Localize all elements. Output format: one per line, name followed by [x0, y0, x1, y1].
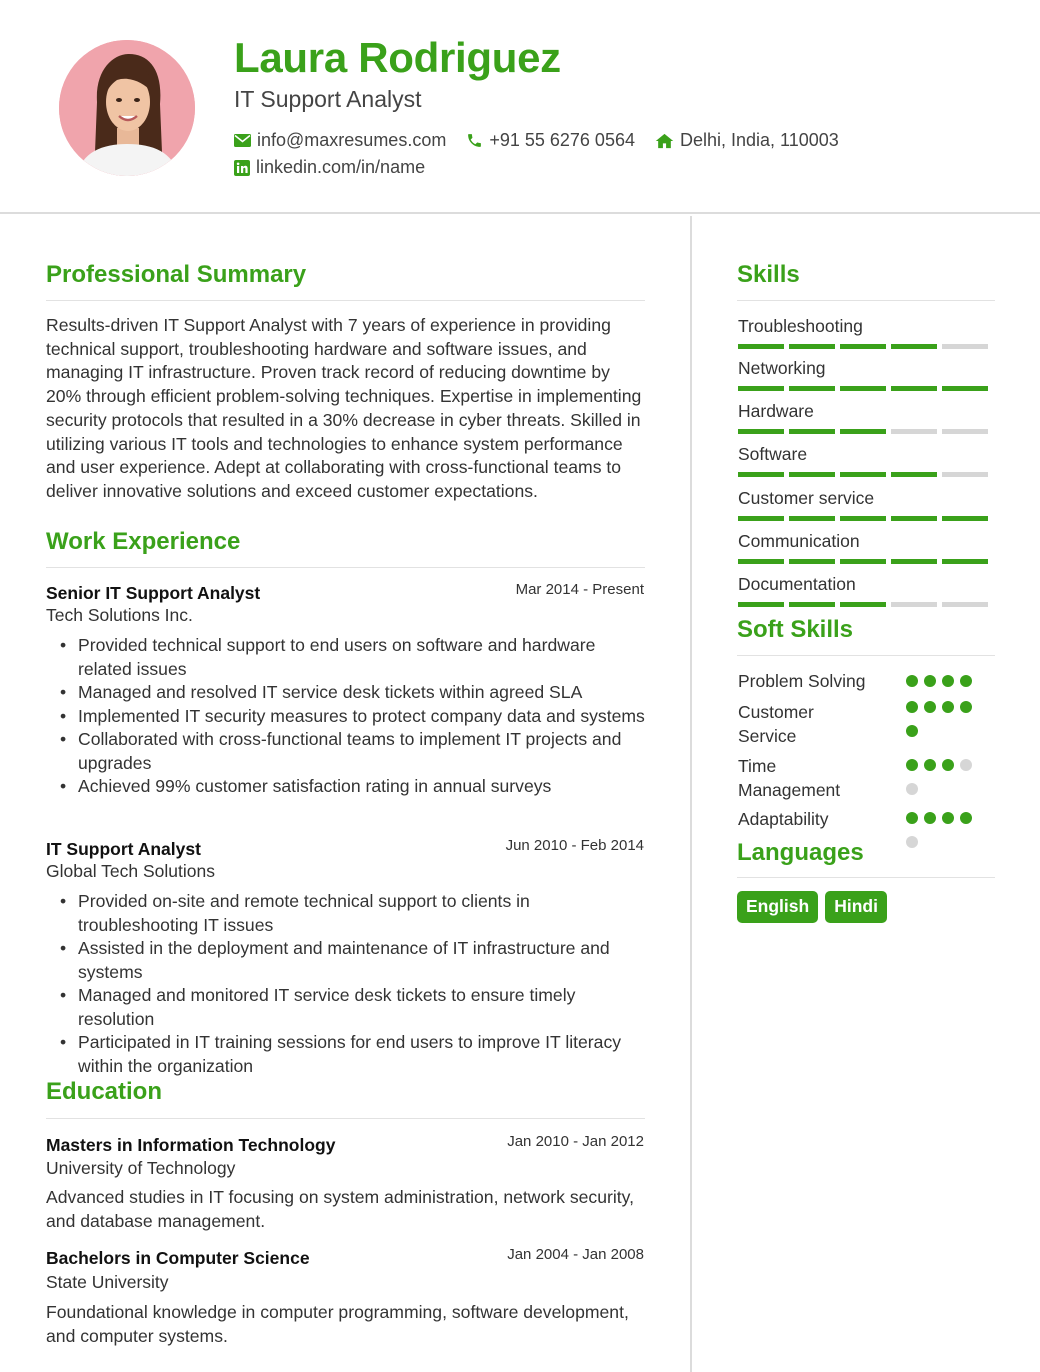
skill-bar-segment [891, 386, 937, 391]
job-title: Senior IT Support Analyst [46, 583, 261, 603]
skill-bar-segment [738, 559, 784, 564]
bullet-item: • Collaborated with cross-functional teams to implement IT projects and upgrades [58, 728, 648, 775]
home-icon [655, 133, 674, 149]
skill-bar-segment [789, 386, 835, 391]
contact-linkedin[interactable] [234, 157, 425, 178]
job-date: Jun 2010 - Feb 2014 [505, 837, 644, 854]
contact-location [655, 130, 839, 151]
bullet-item: • Managed and monitored IT service desk tickets to ensure timely resolution [58, 984, 648, 1031]
skill-bar-segment [738, 344, 784, 349]
job-bullets [58, 890, 648, 1078]
rating-dot [906, 675, 918, 687]
skill-bar-segment [738, 516, 784, 521]
skill-bar-segment [840, 559, 886, 564]
skill-bar-segment [942, 516, 988, 521]
skill-bar-segment [840, 472, 886, 477]
rating-dot [942, 759, 954, 771]
skill-level-bar [738, 386, 993, 391]
rating-dot [924, 701, 936, 713]
language-badge: Hindi [825, 891, 887, 923]
skill-bar-segment [891, 516, 937, 521]
skill-bar-segment [789, 602, 835, 607]
skill-bar-segment [942, 344, 988, 349]
skill-bar-segment [942, 386, 988, 391]
skill-name: Customer service [738, 488, 875, 508]
rating-dot [942, 701, 954, 713]
skill-bar-segment [891, 429, 937, 434]
phone-text: +91 55 6276 0564 [489, 130, 635, 150]
section-divider [737, 300, 995, 301]
job-company: Global Tech Solutions [46, 861, 215, 881]
rating-dot [960, 812, 972, 824]
section-divider [46, 300, 645, 301]
column-divider [690, 216, 692, 1372]
skill-bar-segment [840, 429, 886, 434]
languages-heading: Languages [737, 839, 864, 866]
experience-heading: Work Experience [46, 528, 241, 555]
contact-phone[interactable] [466, 130, 635, 151]
skill-level-bar [738, 559, 993, 564]
bullet-item: • Provided on-site and remote technical support to clients in troubleshooting IT issues [58, 890, 648, 937]
rating-dot [906, 759, 918, 771]
skill-bar-segment [942, 559, 988, 564]
skill-bar-segment [840, 516, 886, 521]
skill-bar-segment [891, 602, 937, 607]
degree-title: Bachelors in Computer Science [46, 1248, 310, 1268]
education-description: Foundational knowledge in computer programming, software development, and computer systems. [46, 1302, 629, 1346]
job-title: IT Support Analyst [46, 839, 201, 859]
skill-bar-segment [738, 472, 784, 477]
skill-bar-segment [840, 344, 886, 349]
languages-list [737, 891, 894, 923]
skill-bar-segment [789, 559, 835, 564]
skill-name: Troubleshooting [738, 316, 863, 336]
school-name: State University [46, 1272, 169, 1292]
rating-dot [960, 675, 972, 687]
skill-name: Software [738, 444, 808, 464]
education-heading: Education [46, 1078, 163, 1105]
rating-dot [906, 836, 918, 848]
profile-photo-image [59, 40, 195, 176]
rating-dot [924, 812, 936, 824]
skill-bar-segment [840, 386, 886, 391]
skill-name: Documentation [738, 574, 856, 594]
section-divider [737, 655, 995, 656]
soft-skills-heading: Soft Skills [737, 616, 854, 643]
soft-skill-name: Time Management [738, 756, 841, 800]
skill-level-bar [738, 516, 993, 521]
location-text: Delhi, India, 110003 [679, 130, 839, 150]
rating-dot [942, 675, 954, 687]
skill-bar-segment [738, 386, 784, 391]
skill-name: Communication [738, 531, 860, 551]
skills-heading: Skills [737, 261, 800, 288]
section-divider [46, 1118, 645, 1119]
education-description: Advanced studies in IT focusing on system administration, network security, and database management. [46, 1187, 635, 1231]
summary-text: Results-driven IT Support Analyst with 7 years of experience in providing technical support, troubleshooting hardware and software issues, and managing IT infrastructure. Proven track record of reducing downtime by 20% through efficient problem-solving techniques. Expertise in implementing security protocols that resulted in a 30% decrease in cyber threats. Skilled in utilizing various IT tools and technologies to enhance system performance and user experience. Adept at collaborating with cross-functional teams to deliver innovative solutions and exceed customer expectations. [46, 315, 642, 501]
skill-bar-segment [738, 602, 784, 607]
skill-bar-segment [891, 344, 937, 349]
skill-bar-segment [789, 344, 835, 349]
soft-skill-name: Problem Solving [738, 671, 866, 691]
school-name: University of Technology [46, 1158, 236, 1178]
skill-name: Networking [738, 358, 826, 378]
skill-level-bar [738, 344, 993, 349]
rating-dot [906, 812, 918, 824]
phone-icon [466, 132, 483, 149]
skill-bar-segment [891, 472, 937, 477]
skill-level-bar [738, 472, 993, 477]
education-date: Jan 2004 - Jan 2008 [507, 1246, 644, 1263]
rating-dot [960, 759, 972, 771]
rating-dot [906, 701, 918, 713]
rating-dot [906, 783, 918, 795]
skill-bar-segment [789, 429, 835, 434]
section-divider [46, 567, 645, 568]
skill-bar-segment [789, 516, 835, 521]
job-bullets [58, 634, 648, 799]
candidate-title: IT Support Analyst [234, 86, 422, 112]
skill-bar-segment [942, 429, 988, 434]
rating-dot [942, 812, 954, 824]
bullet-item: • Assisted in the deployment and maintenance of IT infrastructure and systems [58, 937, 648, 984]
linkedin-text: linkedin.com/in/name [256, 157, 426, 177]
rating-dot [924, 675, 936, 687]
soft-skill-name: Adaptability [738, 809, 829, 829]
rating-dot [906, 725, 918, 737]
contact-email[interactable] [234, 130, 446, 151]
skill-name: Hardware [738, 401, 814, 421]
soft-skill-name: Customer Service [738, 702, 814, 746]
resume-header [0, 0, 1040, 214]
contact-row [234, 157, 445, 178]
bullet-item: • Achieved 99% customer satisfaction rating in annual surveys [58, 775, 648, 799]
candidate-name: Laura Rodriguez [234, 34, 561, 81]
language-badge: English [737, 891, 818, 923]
skill-bar-segment [840, 602, 886, 607]
skill-bar-segment [891, 559, 937, 564]
rating-dot [924, 759, 936, 771]
profile-photo [59, 40, 195, 176]
skill-level-bar [738, 429, 993, 434]
envelope-icon [234, 134, 251, 147]
email-text: info@maxresumes.com [257, 130, 447, 150]
job-company: Tech Solutions Inc. [46, 605, 193, 625]
skill-bar-segment [738, 429, 784, 434]
degree-title: Masters in Information Technology [46, 1135, 336, 1155]
skill-bar-segment [942, 602, 988, 607]
summary-heading: Professional Summary [46, 261, 307, 288]
bullet-item: • Implemented IT security measures to protect company data and systems [58, 705, 648, 729]
skill-bar-segment [789, 472, 835, 477]
job-date: Mar 2014 - Present [515, 581, 644, 598]
education-date: Jan 2010 - Jan 2012 [507, 1133, 644, 1150]
skill-bar-segment [942, 472, 988, 477]
bullet-item: • Managed and resolved IT service desk tickets within agreed SLA [58, 681, 648, 705]
rating-dot [960, 701, 972, 713]
skill-level-bar [738, 602, 993, 607]
bullet-item: • Participated in IT training sessions for end users to improve IT literacy within the organization [58, 1031, 648, 1078]
linkedin-icon [234, 160, 250, 176]
bullet-item: • Provided technical support to end users on software and hardware related issues [58, 634, 648, 681]
contact-row [234, 130, 859, 151]
section-divider [737, 877, 995, 878]
